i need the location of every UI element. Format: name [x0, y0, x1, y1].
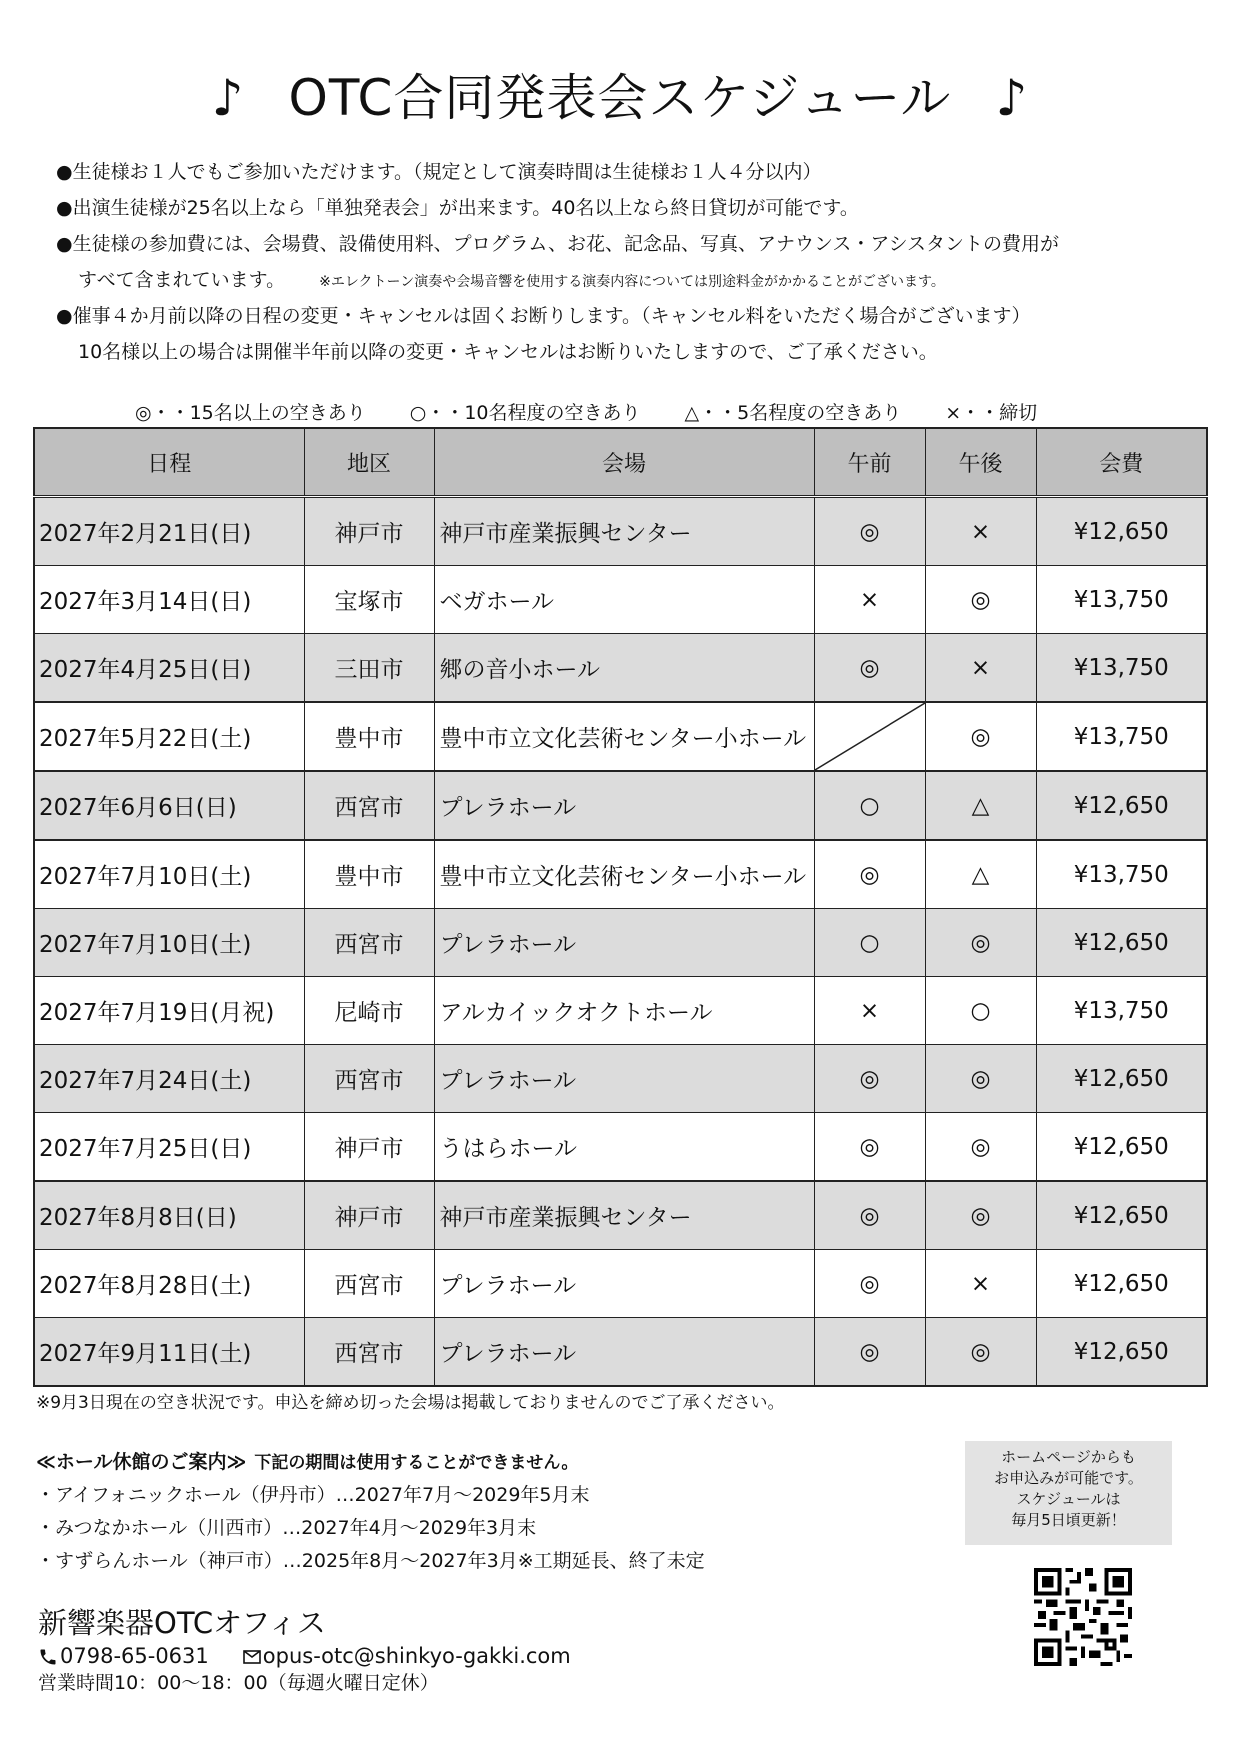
cell-venue: うはらホール: [434, 1113, 814, 1182]
table-row: [34, 977, 1207, 1045]
table-header: [34, 428, 1207, 497]
cell-am: ×: [814, 566, 925, 634]
note-line: ●出演生徒様が25名以上なら「単独発表会」が出来ます。40名以上なら終日貸切が可能です。: [56, 197, 859, 219]
cell-fee: ¥13,750: [1036, 566, 1207, 634]
cell-area: 豊中市: [304, 840, 434, 909]
cell-area: 西宮市: [304, 1045, 434, 1113]
closures-heading: [36, 1445, 705, 1479]
header-pm: 午後: [925, 428, 1036, 497]
cell-am: ◎: [814, 1250, 925, 1318]
cell-area: 神戸市: [304, 1113, 434, 1182]
cell-area: 神戸市: [304, 1181, 434, 1250]
cell-date: 2027年6月6日(日): [34, 771, 304, 840]
notes: [56, 154, 1206, 370]
cell-date: 2027年7月19日(月祝): [34, 977, 304, 1045]
cell-pm: ×: [925, 1250, 1036, 1318]
table-row: [34, 566, 1207, 634]
cell-pm: ◎: [925, 1113, 1036, 1182]
cell-venue: プレラホール: [434, 1045, 814, 1113]
cell-area: 宝塚市: [304, 566, 434, 634]
table-row: [34, 1113, 1207, 1182]
web-info-line: スケジュールは: [1016, 1490, 1121, 1508]
cell-venue: プレラホール: [434, 1250, 814, 1318]
office-name: 新響楽器OTCオフィス: [38, 1606, 326, 1640]
table-row: [34, 702, 1207, 771]
cell-pm: ◎: [925, 1181, 1036, 1250]
cell-fee: ¥13,750: [1036, 702, 1207, 771]
music-note-icon: ♪: [211, 69, 245, 127]
cell-date: 2027年5月22日(土): [34, 702, 304, 771]
cell-area: 西宮市: [304, 1318, 434, 1387]
cell-venue: 神戸市産業振興センター: [434, 497, 814, 566]
cell-fee: ¥13,750: [1036, 634, 1207, 703]
closures-title: ≪ホール休館のご案内≫: [36, 1451, 247, 1473]
cell-pm: △: [925, 840, 1036, 909]
page-title: [0, 58, 1240, 130]
cell-area: 三田市: [304, 634, 434, 703]
cell-venue: 豊中市立文化芸術センター小ホール: [434, 840, 814, 909]
cell-am: ◎: [814, 1113, 925, 1182]
office-phone[interactable]: 0798-65-0631: [60, 1644, 209, 1668]
cell-fee: ¥12,650: [1036, 1318, 1207, 1387]
schedule-table: [33, 427, 1208, 1387]
note-line: ●生徒様の参加費には、会場費、設備使用料、プログラム、お花、記念品、写真、アナウンス・アシスタントの費用が: [56, 233, 1060, 255]
web-info-line: 毎月5日頃更新！: [1011, 1511, 1126, 1529]
table-row: [34, 909, 1207, 977]
legend-item: ○・・10名程度の空きあり: [409, 402, 641, 424]
cell-date: 2027年9月11日(土): [34, 1318, 304, 1387]
cell-venue: 豊中市立文化芸術センター小ホール: [434, 702, 814, 771]
header-venue: 会場: [434, 428, 814, 497]
cell-pm: ◎: [925, 909, 1036, 977]
cell-pm: △: [925, 771, 1036, 840]
cell-fee: ¥13,750: [1036, 977, 1207, 1045]
table-row: [34, 497, 1207, 566]
cell-venue: ベガホール: [434, 566, 814, 634]
cell-area: 神戸市: [304, 497, 434, 566]
note-text: すべて含まれています。: [78, 269, 286, 291]
table-row: [34, 1250, 1207, 1318]
legend-item: △・・5名程度の空きあり: [684, 402, 902, 424]
cell-fee: ¥13,750: [1036, 840, 1207, 909]
cell-date: 2027年8月28日(土): [34, 1250, 304, 1318]
closures-subtitle: 下記の期間は使用することができません。: [254, 1453, 579, 1473]
table-row: [34, 1181, 1207, 1250]
cell-area: 豊中市: [304, 702, 434, 771]
cell-am: ◎: [814, 497, 925, 566]
cell-date: 2027年2月21日(日): [34, 497, 304, 566]
cell-am: ◎: [814, 634, 925, 703]
cell-venue: プレラホール: [434, 771, 814, 840]
table-row: [34, 634, 1207, 703]
cell-venue: プレラホール: [434, 909, 814, 977]
cell-fee: ¥12,650: [1036, 771, 1207, 840]
cell-date: 2027年7月10日(土): [34, 909, 304, 977]
note-line: ●生徒様お１人でもご参加いただけます。（規定として演奏時間は生徒様お１人４分以内）: [56, 161, 822, 183]
web-info-line: ホームページからも: [1001, 1448, 1136, 1466]
note-line: [56, 262, 1206, 298]
cell-date: 2027年7月10日(土): [34, 840, 304, 909]
office-hours: 営業時間10：00～18：00（毎週火曜日定休）: [38, 1672, 439, 1694]
cell-am: ◎: [814, 840, 925, 909]
cell-area: 西宮市: [304, 771, 434, 840]
cell-area: 西宮市: [304, 1250, 434, 1318]
table-row: [34, 1045, 1207, 1113]
cell-pm: ◎: [925, 1318, 1036, 1387]
closure-item: ・みつなかホール（川西市）…2027年4月～2029年3月末: [36, 1517, 537, 1539]
office-email[interactable]: opus-otc@shinkyo-gakki.com: [262, 1644, 571, 1668]
cell-date: 2027年7月25日(日): [34, 1113, 304, 1182]
cell-pm: ×: [925, 497, 1036, 566]
cell-fee: ¥12,650: [1036, 1181, 1207, 1250]
cell-fee: ¥12,650: [1036, 1045, 1207, 1113]
cell-area: 尼崎市: [304, 977, 434, 1045]
table-row: [34, 771, 1207, 840]
cell-fee: ¥12,650: [1036, 1250, 1207, 1318]
header-area: 地区: [304, 428, 434, 497]
cell-date: 2027年3月14日(日): [34, 566, 304, 634]
office-contact: [38, 1642, 571, 1670]
table-row: [34, 840, 1207, 909]
cell-am: ◎: [814, 1318, 925, 1387]
cell-am: ◎: [814, 1181, 925, 1250]
header-fee: 会費: [1036, 428, 1207, 497]
note-line: ●催事４か月前以降の日程の変更・キャンセルは固くお断りします。（キャンセル料をいただく場合がございます）: [56, 305, 1031, 327]
cell-am: ○: [814, 771, 925, 840]
hall-closures: [36, 1445, 705, 1578]
cell-fee: ¥12,650: [1036, 1113, 1207, 1182]
closure-item: ・アイフォニックホール（伊丹市）…2027年7月～2029年5月末: [36, 1484, 590, 1506]
title-text: OTC合同発表会スケジュール: [288, 69, 952, 127]
legend: [135, 398, 1081, 425]
cell-pm: ◎: [925, 1045, 1036, 1113]
web-info-line: お申込みが可能です。: [994, 1469, 1143, 1487]
header-am: 午前: [814, 428, 925, 497]
mail-icon: [243, 1650, 261, 1664]
table-row: [34, 1318, 1207, 1387]
legend-item: ×・・締切: [945, 402, 1038, 424]
cell-am: ×: [814, 977, 925, 1045]
cell-venue: 神戸市産業振興センター: [434, 1181, 814, 1250]
cell-fee: ¥12,650: [1036, 497, 1207, 566]
cell-pm: ◎: [925, 566, 1036, 634]
cell-date: 2027年7月24日(土): [34, 1045, 304, 1113]
diagonal-slash-icon: [815, 703, 925, 770]
cell-date: 2027年4月25日(日): [34, 634, 304, 703]
availability-footnote: ※9月3日現在の空き状況です。申込を締め切った会場は掲載しておりませんのでご了承ください。: [36, 1393, 785, 1413]
cell-pm: ○: [925, 977, 1036, 1045]
cell-venue: 郷の音小ホール: [434, 634, 814, 703]
cell-am-unavailable: [814, 702, 925, 771]
closure-item: ・すずらんホール（神戸市）…2025年8月～2027年3月※工期延長、終了未定: [36, 1550, 705, 1572]
header-date: 日程: [34, 428, 304, 497]
cell-fee: ¥12,650: [1036, 909, 1207, 977]
note-small: ※エレクトーン演奏や会場音響を使用する演奏内容については別途料金がかかることがございます。: [319, 274, 945, 290]
cell-am: ○: [814, 909, 925, 977]
cell-pm: ×: [925, 634, 1036, 703]
cell-venue: プレラホール: [434, 1318, 814, 1387]
music-note-icon: ♪: [995, 69, 1029, 127]
phone-icon: [38, 1647, 58, 1667]
qr-code-icon[interactable]: [1034, 1568, 1132, 1666]
cell-pm: ◎: [925, 702, 1036, 771]
note-line: 10名様以上の場合は開催半年前以降の変更・キャンセルはお断りいたしますので、ご了承ください。: [78, 341, 938, 363]
cell-venue: アルカイックオクトホール: [434, 977, 814, 1045]
office-info: [38, 1604, 571, 1696]
cell-area: 西宮市: [304, 909, 434, 977]
cell-am: ◎: [814, 1045, 925, 1113]
cell-date: 2027年8月8日(日): [34, 1181, 304, 1250]
web-info-box: [965, 1441, 1172, 1545]
legend-item: ◎・・15名以上の空きあり: [135, 402, 366, 424]
